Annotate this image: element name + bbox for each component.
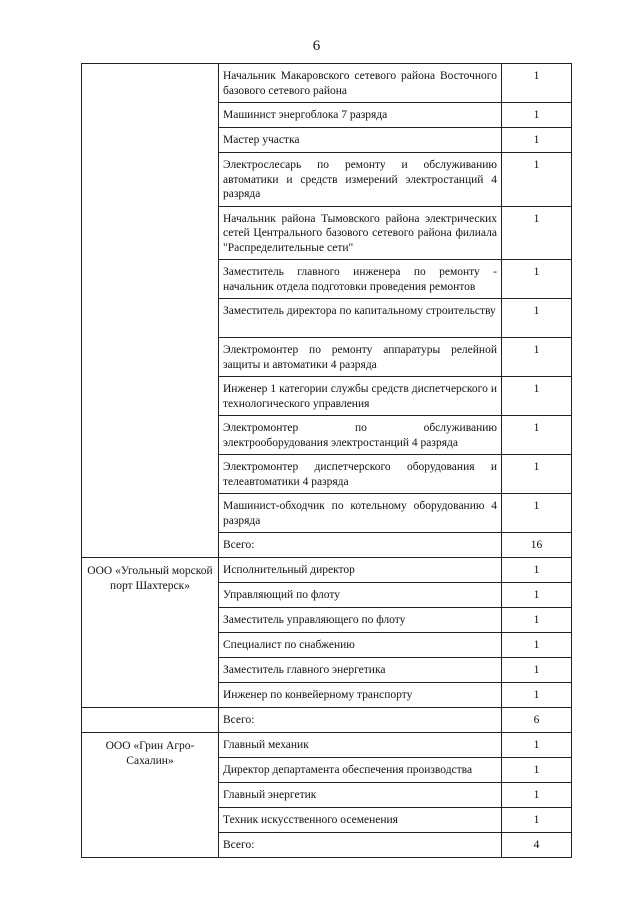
position-cell: Начальник района Тымовского района электрических сетей Центрального базового сетевого района филиала "Распределительные сети" bbox=[219, 206, 502, 260]
table-row bbox=[82, 733, 572, 758]
position-cell: Заместитель главного инженера по ремонту - начальник отдела подготовки проведения ремонтов bbox=[219, 260, 502, 299]
count-cell: 4 bbox=[502, 833, 572, 858]
count-cell: 1 bbox=[502, 658, 572, 683]
position-cell: Начальник Макаровского сетевого района Восточного базового сетевого района bbox=[219, 64, 502, 103]
position-cell: Инженер 1 категории службы средств диспетчерского и технологического управления bbox=[219, 377, 502, 416]
count-cell: 1 bbox=[502, 608, 572, 633]
position-cell: Техник искусственного осеменения bbox=[219, 808, 502, 833]
count-cell: 1 bbox=[502, 808, 572, 833]
position-cell: Управляющий по флоту bbox=[219, 583, 502, 608]
position-cell: Заместитель управляющего по флоту bbox=[219, 608, 502, 633]
position-cell: Электрослесарь по ремонту и обслуживанию автоматики и средств измерений электростанций 4 разряда bbox=[219, 153, 502, 207]
position-cell: Главный механик bbox=[219, 733, 502, 758]
table-row bbox=[82, 558, 572, 583]
count-cell: 1 bbox=[502, 299, 572, 338]
count-cell: 1 bbox=[502, 583, 572, 608]
staff-table-body bbox=[82, 64, 572, 858]
count-cell: 6 bbox=[502, 708, 572, 733]
position-cell: Электромонтер по обслуживанию электрооборудования электростанций 4 разряда bbox=[219, 416, 502, 455]
count-cell: 1 bbox=[502, 64, 572, 103]
position-cell: Заместитель директора по капитальному строительству bbox=[219, 299, 502, 338]
organization-cell bbox=[82, 64, 219, 558]
count-cell: 1 bbox=[502, 455, 572, 494]
position-cell: Всего: bbox=[219, 833, 502, 858]
count-cell: 1 bbox=[502, 128, 572, 153]
position-cell: Мастер участка bbox=[219, 128, 502, 153]
count-cell: 1 bbox=[502, 494, 572, 533]
position-cell: Исполнительный директор bbox=[219, 558, 502, 583]
count-cell: 1 bbox=[502, 206, 572, 260]
position-cell: Всего: bbox=[219, 708, 502, 733]
count-cell: 1 bbox=[502, 377, 572, 416]
position-cell: Специалист по снабжению bbox=[219, 633, 502, 658]
table-row bbox=[82, 708, 572, 733]
count-cell: 1 bbox=[502, 683, 572, 708]
staff-table bbox=[81, 63, 572, 858]
count-cell: 1 bbox=[502, 733, 572, 758]
position-cell: Электромонтер диспетчерского оборудования и телеавтоматики 4 разряда bbox=[219, 455, 502, 494]
position-cell: Электромонтер по ремонту аппаратуры релейной защиты и автоматики 4 разряда bbox=[219, 338, 502, 377]
organization-cell: ООО «Грин Агро-Сахалин» bbox=[82, 733, 219, 858]
count-cell: 1 bbox=[502, 338, 572, 377]
page-number: 6 bbox=[312, 38, 321, 54]
organization-cell: ООО «Угольный морской порт Шахтерск» bbox=[82, 558, 219, 708]
position-cell: Заместитель главного энергетика bbox=[219, 658, 502, 683]
count-cell: 1 bbox=[502, 260, 572, 299]
position-cell: Директор департамента обеспечения производства bbox=[219, 758, 502, 783]
position-cell: Главный энергетик bbox=[219, 783, 502, 808]
count-cell: 1 bbox=[502, 633, 572, 658]
count-cell: 1 bbox=[502, 758, 572, 783]
position-cell: Инженер по конвейерному транспорту bbox=[219, 683, 502, 708]
position-cell: Машинист-обходчик по котельному оборудованию 4 разряда bbox=[219, 494, 502, 533]
count-cell: 1 bbox=[502, 558, 572, 583]
position-cell: Машинист энергоблока 7 разряда bbox=[219, 103, 502, 128]
organization-cell bbox=[82, 708, 219, 733]
table-row bbox=[82, 64, 572, 103]
count-cell: 16 bbox=[502, 533, 572, 558]
count-cell: 1 bbox=[502, 103, 572, 128]
count-cell: 1 bbox=[502, 783, 572, 808]
position-cell: Всего: bbox=[219, 533, 502, 558]
count-cell: 1 bbox=[502, 416, 572, 455]
count-cell: 1 bbox=[502, 153, 572, 207]
